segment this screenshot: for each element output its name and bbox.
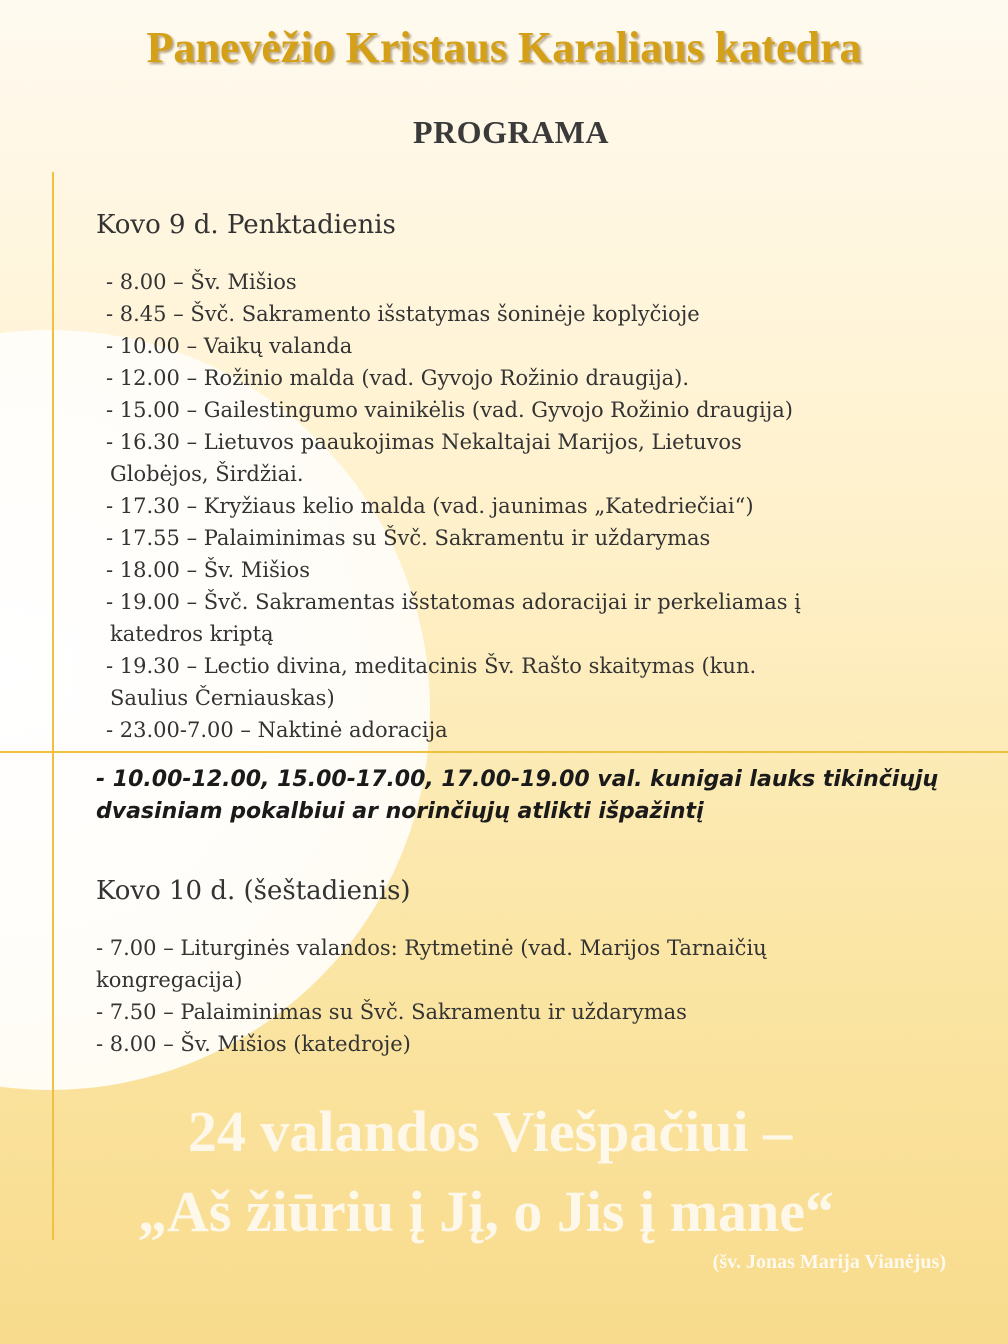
schedule-item: - 8.45 – Švč. Sakramento išstatymas šoninėje koplyčioje (106, 302, 700, 326)
schedule-item: - 17.55 – Palaiminimas su Švč. Sakramentu ir uždarymas (106, 526, 711, 550)
vertical-divider (52, 172, 54, 1240)
schedule-item: - 19.00 – Švč. Sakramentas išstatomas adoracijai ir perkeliamas į katedros kriptą (106, 590, 801, 646)
schedule-item: - 23.00-7.00 – Naktinė adoracija (106, 718, 448, 742)
schedule-item: - 19.30 – Lectio divina, meditacinis Šv. Rašto skaitymas (kun. Saulius Černiauskas) (106, 654, 757, 710)
page-title: Panevėžio Kristaus Karaliaus katedra (146, 23, 862, 72)
schedule-item: - 7.50 – Palaiminimas su Švč. Sakramentu ir uždarymas (96, 1000, 687, 1024)
schedule-item: - 17.30 – Kryžiaus kelio malda (vad. jaunimas „Katedriečiai“) (106, 494, 754, 518)
schedule-item: - 10.00 – Vaikų valanda (106, 334, 353, 358)
schedule-item: - 7.00 – Liturginės valandos: Rytmetinė (vad. Marijos Tarnaičių kongregacija) (96, 936, 767, 992)
horizontal-divider (0, 751, 1008, 753)
schedule-item: - 8.00 – Šv. Mišios (106, 270, 297, 294)
day2-schedule (96, 932, 976, 1060)
slogan-line1: 24 valandos Viešpačiui – (187, 1099, 793, 1164)
quote-author: (šv. Jonas Marija Vianėjus) (712, 1251, 946, 1273)
day1-schedule (106, 266, 966, 746)
schedule-item: - 16.30 – Lietuvos paaukojimas Nekaltajai Marijos, Lietuvos Globėjos, Širdžiai. (106, 430, 742, 486)
page-subtitle: PROGRAMA (413, 114, 609, 150)
schedule-item: - 15.00 – Gailestingumo vainikėlis (vad. Gyvojo Rožinio draugija) (106, 398, 793, 422)
day1-heading: Kovo 9 d. Penktadienis (96, 210, 396, 240)
day2-heading: Kovo 10 d. (šeštadienis) (96, 876, 411, 906)
schedule-item: - 18.00 – Šv. Mišios (106, 558, 310, 582)
schedule-item: - 12.00 – Rožinio malda (vad. Gyvojo Rožinio draugija). (106, 366, 690, 390)
schedule-item: - 8.00 – Šv. Mišios (katedroje) (96, 1032, 411, 1056)
slogan-line2: „Aš žiūriu į Jį, o Jis į mane“ (137, 1179, 835, 1244)
confession-note: - 10.00-12.00, 15.00-17.00, 17.00-19.00 val. kunigai lauks tikinčiųjų dvasiniam pokalbiui ar norinčiųjų atlikti išpažintį (96, 767, 939, 824)
